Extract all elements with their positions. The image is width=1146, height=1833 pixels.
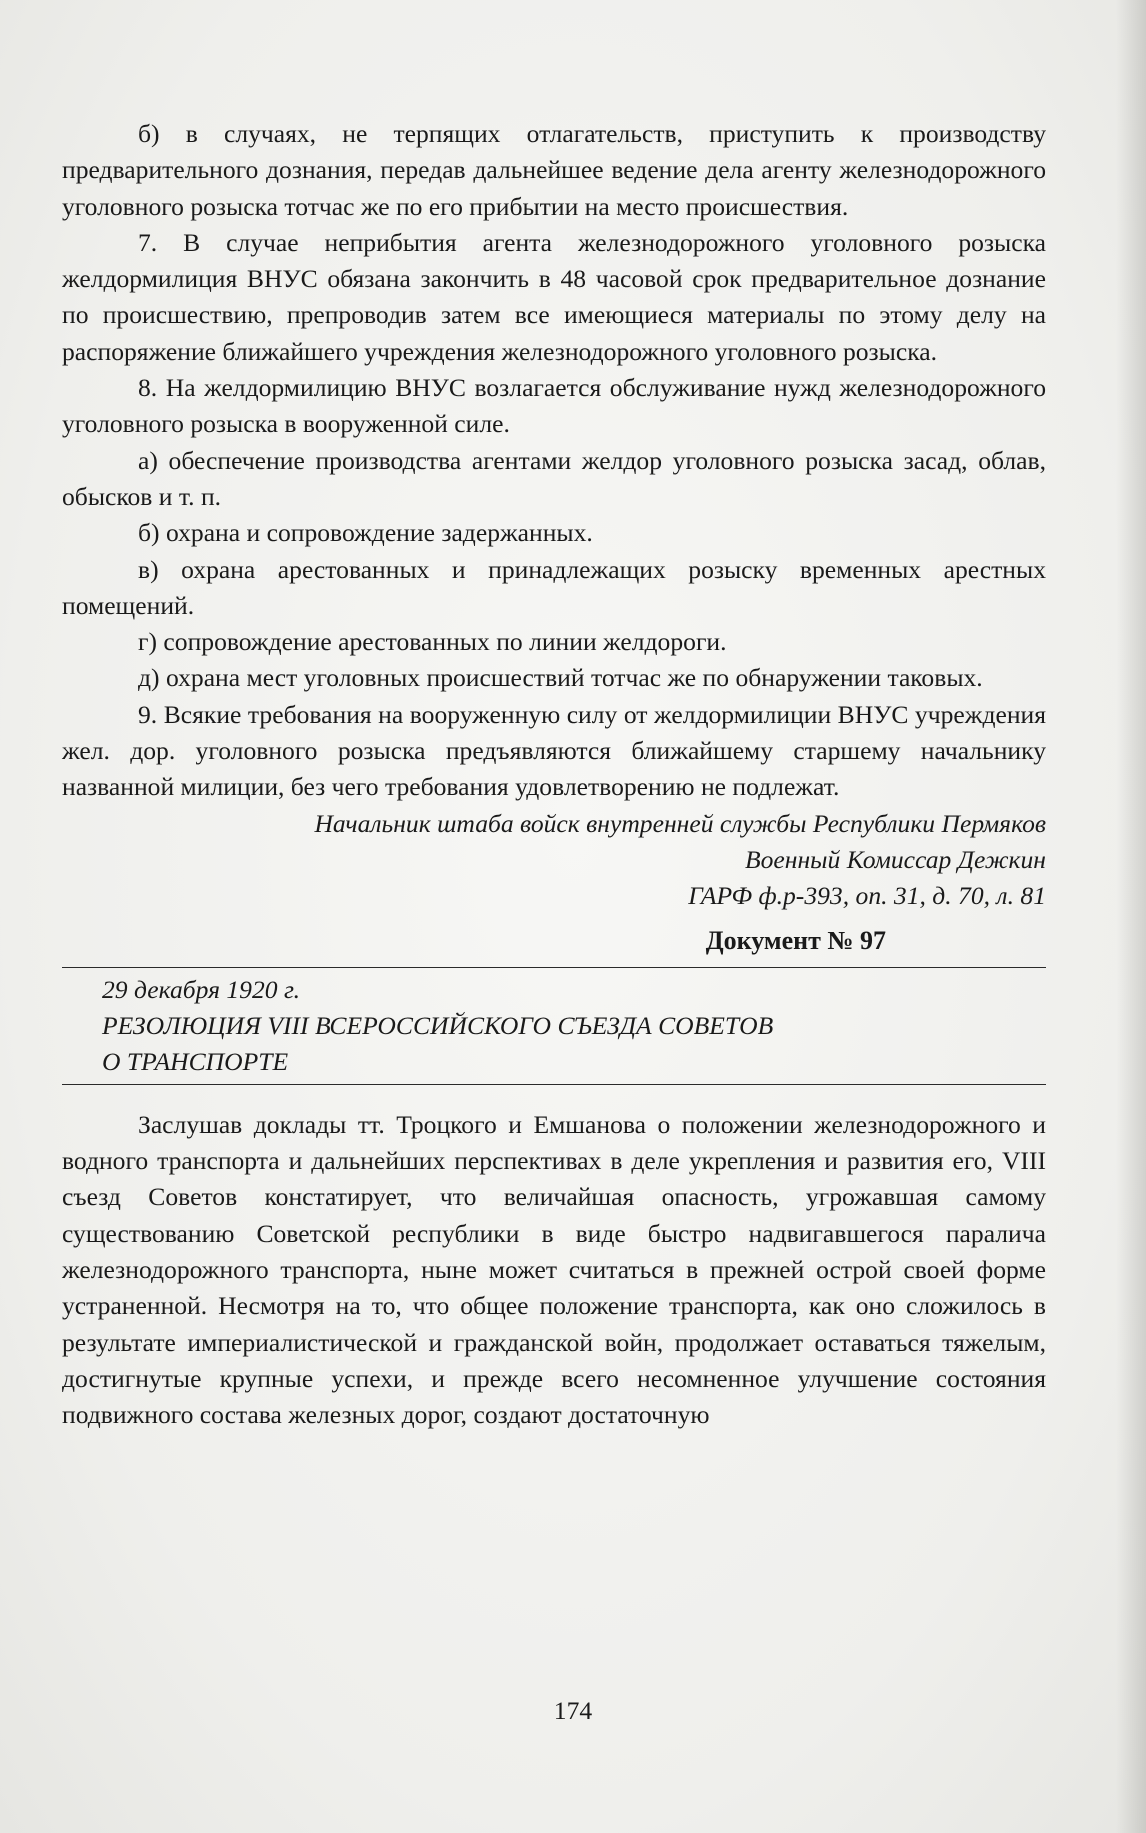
paragraph-8d: д) охрана мест уголовных происшествий тотчас же по обнаружении таковых. [138, 663, 983, 693]
document-date: 29 декабря 1920 г. [102, 974, 301, 1004]
paragraph-8b: б) охрана и сопровождение задержанных. [138, 518, 593, 548]
paragraph-8g: г) сопровождение арестованных по линии желдороги. [138, 627, 727, 657]
document-header [62, 968, 1046, 1084]
document-title-line2: О ТРАНСПОРТЕ [102, 1046, 289, 1076]
paragraph-8: 8. На желдормилицию ВНУС возлагается обслуживание нужд железнодорожного уголовного розыска в вооруженной силе. [62, 373, 1046, 439]
paragraph-b-urgent: б) в случаях, не терпящих отлагательств, приступить к производству предварительного дознания, передав дальнейшее ведение дела агенту железнодорожного уголовного розыска тотчас же по его прибытии на место происшествия. [62, 119, 1046, 221]
page-text [62, 116, 1046, 1434]
resolution-body: Заслушав доклады тт. Троцкого и Емшанова о положении железнодорожного и водного транспорта и дальнейших перспективах в деле укрепления и развития его, VIII съезд Советов констатирует, что величайшая опасность, угрожавшая самому существованию Советской республики в виде быстро надвигавшегося паралича железнодорожного транспорта, ныне может считаться в прежней острой своей форме устраненной. Несмотря на то, что общее положение транспорта, как оно сложилось в результате империалистической и гражданской войн, продолжает оставаться тяжелым, достигнутые крупные успехи, и прежде всего несомненное улучшение состояния подвижного состава железных дорог, создают достаточную [62, 1109, 1046, 1430]
paragraph-7: 7. В случае неприбытия агента железнодорожного уголовного розыска желдормилиция ВНУС обязана закончить в 48 часовой срок предварительное дознание по происшествию, препроводив затем все имеющиеся материалы по этому делу на распоряжение ближайшего учреждения железнодорожного уголовного розыска. [62, 227, 1046, 366]
signature-chief-of-staff: Начальник штаба войск внутренней службы Республики Пермяков [314, 808, 1046, 838]
archive-source: ГАРФ ф.р-393, оп. 31, д. 70, л. 81 [688, 881, 1046, 911]
signature-commissar: Военный Комиссар Дежкин [744, 844, 1046, 874]
document-title-line1: РЕЗОЛЮЦИЯ VIII ВСЕРОССИЙСКОГО СЪЕЗДА СОВЕТОВ [102, 1010, 774, 1040]
document-number: Документ № 97 [705, 925, 886, 955]
paragraph-9: 9. Всякие требования на вооруженную силу от желдормилиции ВНУС учреждения жел. дор. уголовного розыска предъявляются ближайшему старшему начальнику названной милиции, без чего требования удовлетворению не подлежат. [62, 699, 1046, 802]
page-edge-shadow [1116, 0, 1146, 1833]
paragraph-8a: а) обеспечение производства агентами желдор уголовного розыска засад, облав, обысков и т. п. [62, 445, 1046, 511]
paragraph-8v: в) охрана арестованных и принадлежащих розыску временных арестных помещений. [62, 554, 1046, 620]
page-number: 174 [553, 1696, 593, 1725]
